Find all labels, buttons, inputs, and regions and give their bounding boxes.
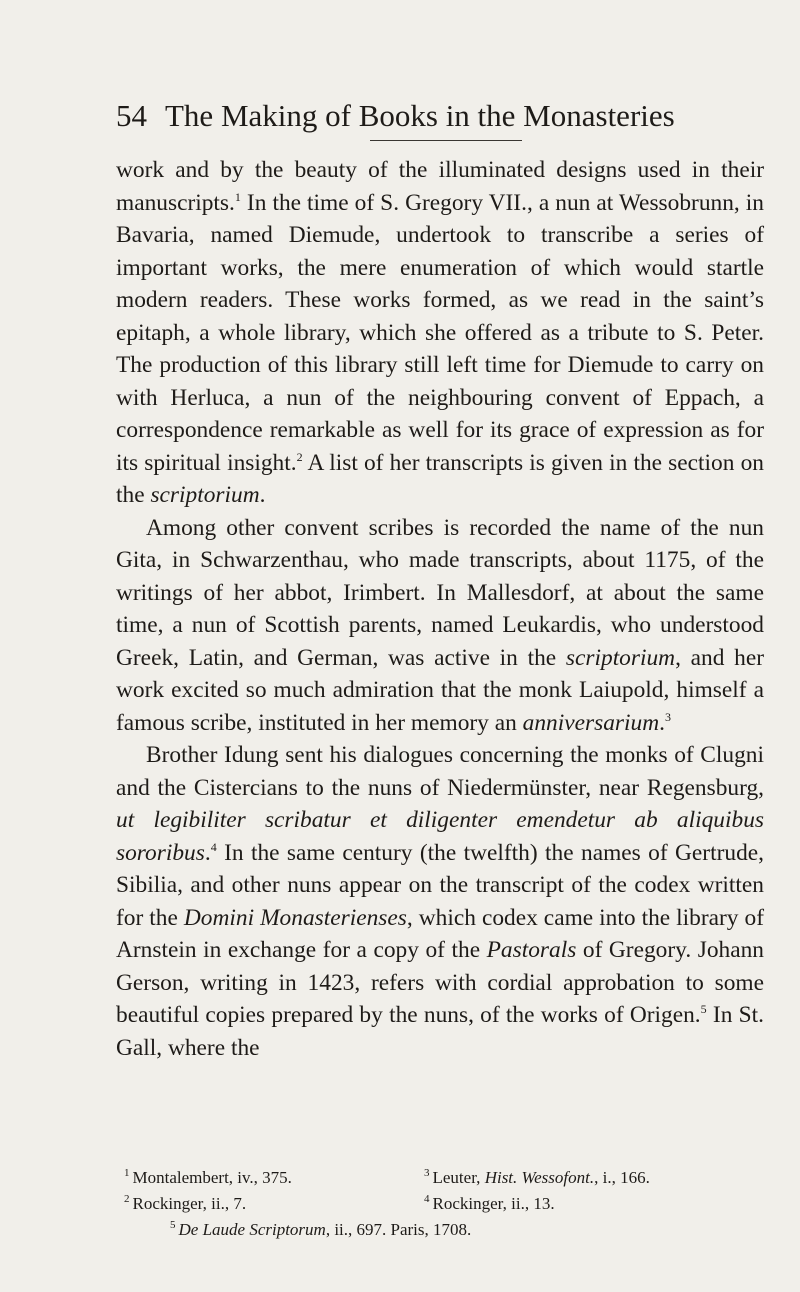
text-run: Among other convent scribes is recorded the name of the nun Gita, in Schwarzenthau, who made transcripts, about 1175, of the writings of her abbot, Irimbert. In Mallesdorf, at about the same time, a nun of Scottish parents, named Leukardis, who understood Greek, Latin, and German, was active in the [116, 514, 764, 671]
footnote-4 [424, 1191, 764, 1217]
text-run: In the time of S. Gregory VII., a nun at Wessobrunn, in Bavaria, named Diemude, undertook to transcribe a series of important works, the mere enumeration of which would startle modern readers. These works formed, as we read in the saint’s epitaph, a whole library, which she offered as a tribute to S. Peter. The production of this library still left time for Diemude to carry on with Herluca, a nun of the neighbouring convent of Eppach, a correspondence remarkable as well for its grace of expression as for its spiritual insight. [116, 189, 764, 476]
text-run: , and her work excited so much admiration that the monk Laiupold, himself a famous scribe, instituted in her memory an [116, 644, 765, 736]
footnote-ref: 3 [664, 709, 671, 724]
footnote-number: 1 [124, 1167, 130, 1179]
text-run: . [259, 482, 266, 508]
footnote-3 [424, 1165, 764, 1191]
text-run: In St. Gall, where the [116, 1002, 764, 1061]
body-text [116, 154, 764, 1064]
footnote-row [116, 1217, 764, 1243]
footnote-number: 2 [124, 1193, 130, 1205]
footnote-1 [116, 1165, 424, 1191]
footnote-text: Montalembert, iv., 375. [132, 1168, 292, 1187]
italic-title: Domini Monasterienses [183, 904, 407, 931]
footnote-ref: 4 [210, 839, 217, 854]
paragraph-2 [116, 512, 764, 740]
text-run: A list of her transcripts is given in the section on the [116, 449, 764, 508]
italic-term: scriptorium [565, 644, 676, 671]
footnote-5 [116, 1217, 471, 1243]
paragraph-3 [116, 739, 764, 1064]
footnote-number: 4 [424, 1193, 430, 1205]
footnote-2 [116, 1191, 424, 1217]
header-rule [370, 140, 522, 141]
paragraph-1 [116, 154, 764, 512]
footnote-italic: Hist. Wessofont. [484, 1168, 595, 1187]
italic-term: scriptorium [150, 482, 260, 508]
running-header [116, 96, 675, 136]
footnote-text: , ii., 697. Paris, 1708. [325, 1220, 472, 1239]
italic-title: Pastorals [486, 937, 577, 963]
text-run: , which codex came into the library of Arnstein in exchange for a copy of the [116, 904, 765, 963]
text-run: of Gregory. Johann Gerson, writing in 1423, refers with cordial approbation to some beautiful copies prepared by the nuns, of the works of Origen. [116, 937, 764, 1028]
text-run: In the same century (the twelfth) the names of Gertrude, Sibilia, and other nuns appear on the transcript of the codex written for the [116, 839, 764, 931]
italic-term: anniversarium [522, 709, 660, 736]
footnote-ref: 5 [700, 1002, 707, 1016]
footnote-text: Rockinger, ii., 13. [432, 1194, 555, 1213]
footnote-row [116, 1165, 764, 1191]
text-run: . [659, 709, 665, 736]
page-number: 54 [116, 98, 147, 133]
footnote-text: Leuter, [432, 1168, 485, 1187]
footnote-text: Rockinger, ii., 7. [132, 1194, 247, 1213]
footnote-ref: 1 [234, 189, 241, 204]
italic-quote: ut legibiliter scribatur et diligenter emendetur ab aliquibus sororibus [116, 807, 764, 866]
text-run: work and by the beauty of the illuminated designs used in their manuscripts. [116, 157, 764, 216]
text-run: Brother Idung sent his dialogues concerning the monks of Clugni and the Cistercians to the nuns of Niedermünster, near Regensburg, [116, 742, 764, 801]
footnotes [116, 1165, 764, 1243]
footnote-italic: De Laude Scriptorum [178, 1220, 326, 1239]
footnote-number: 5 [170, 1219, 176, 1231]
footnote-text: , i., 166. [594, 1168, 650, 1187]
footnote-number: 3 [424, 1167, 430, 1179]
footnote-row [116, 1191, 764, 1217]
running-title: The Making of Books in the Monasteries [165, 98, 675, 133]
text-run: . [204, 839, 211, 866]
footnote-ref: 2 [296, 449, 303, 464]
